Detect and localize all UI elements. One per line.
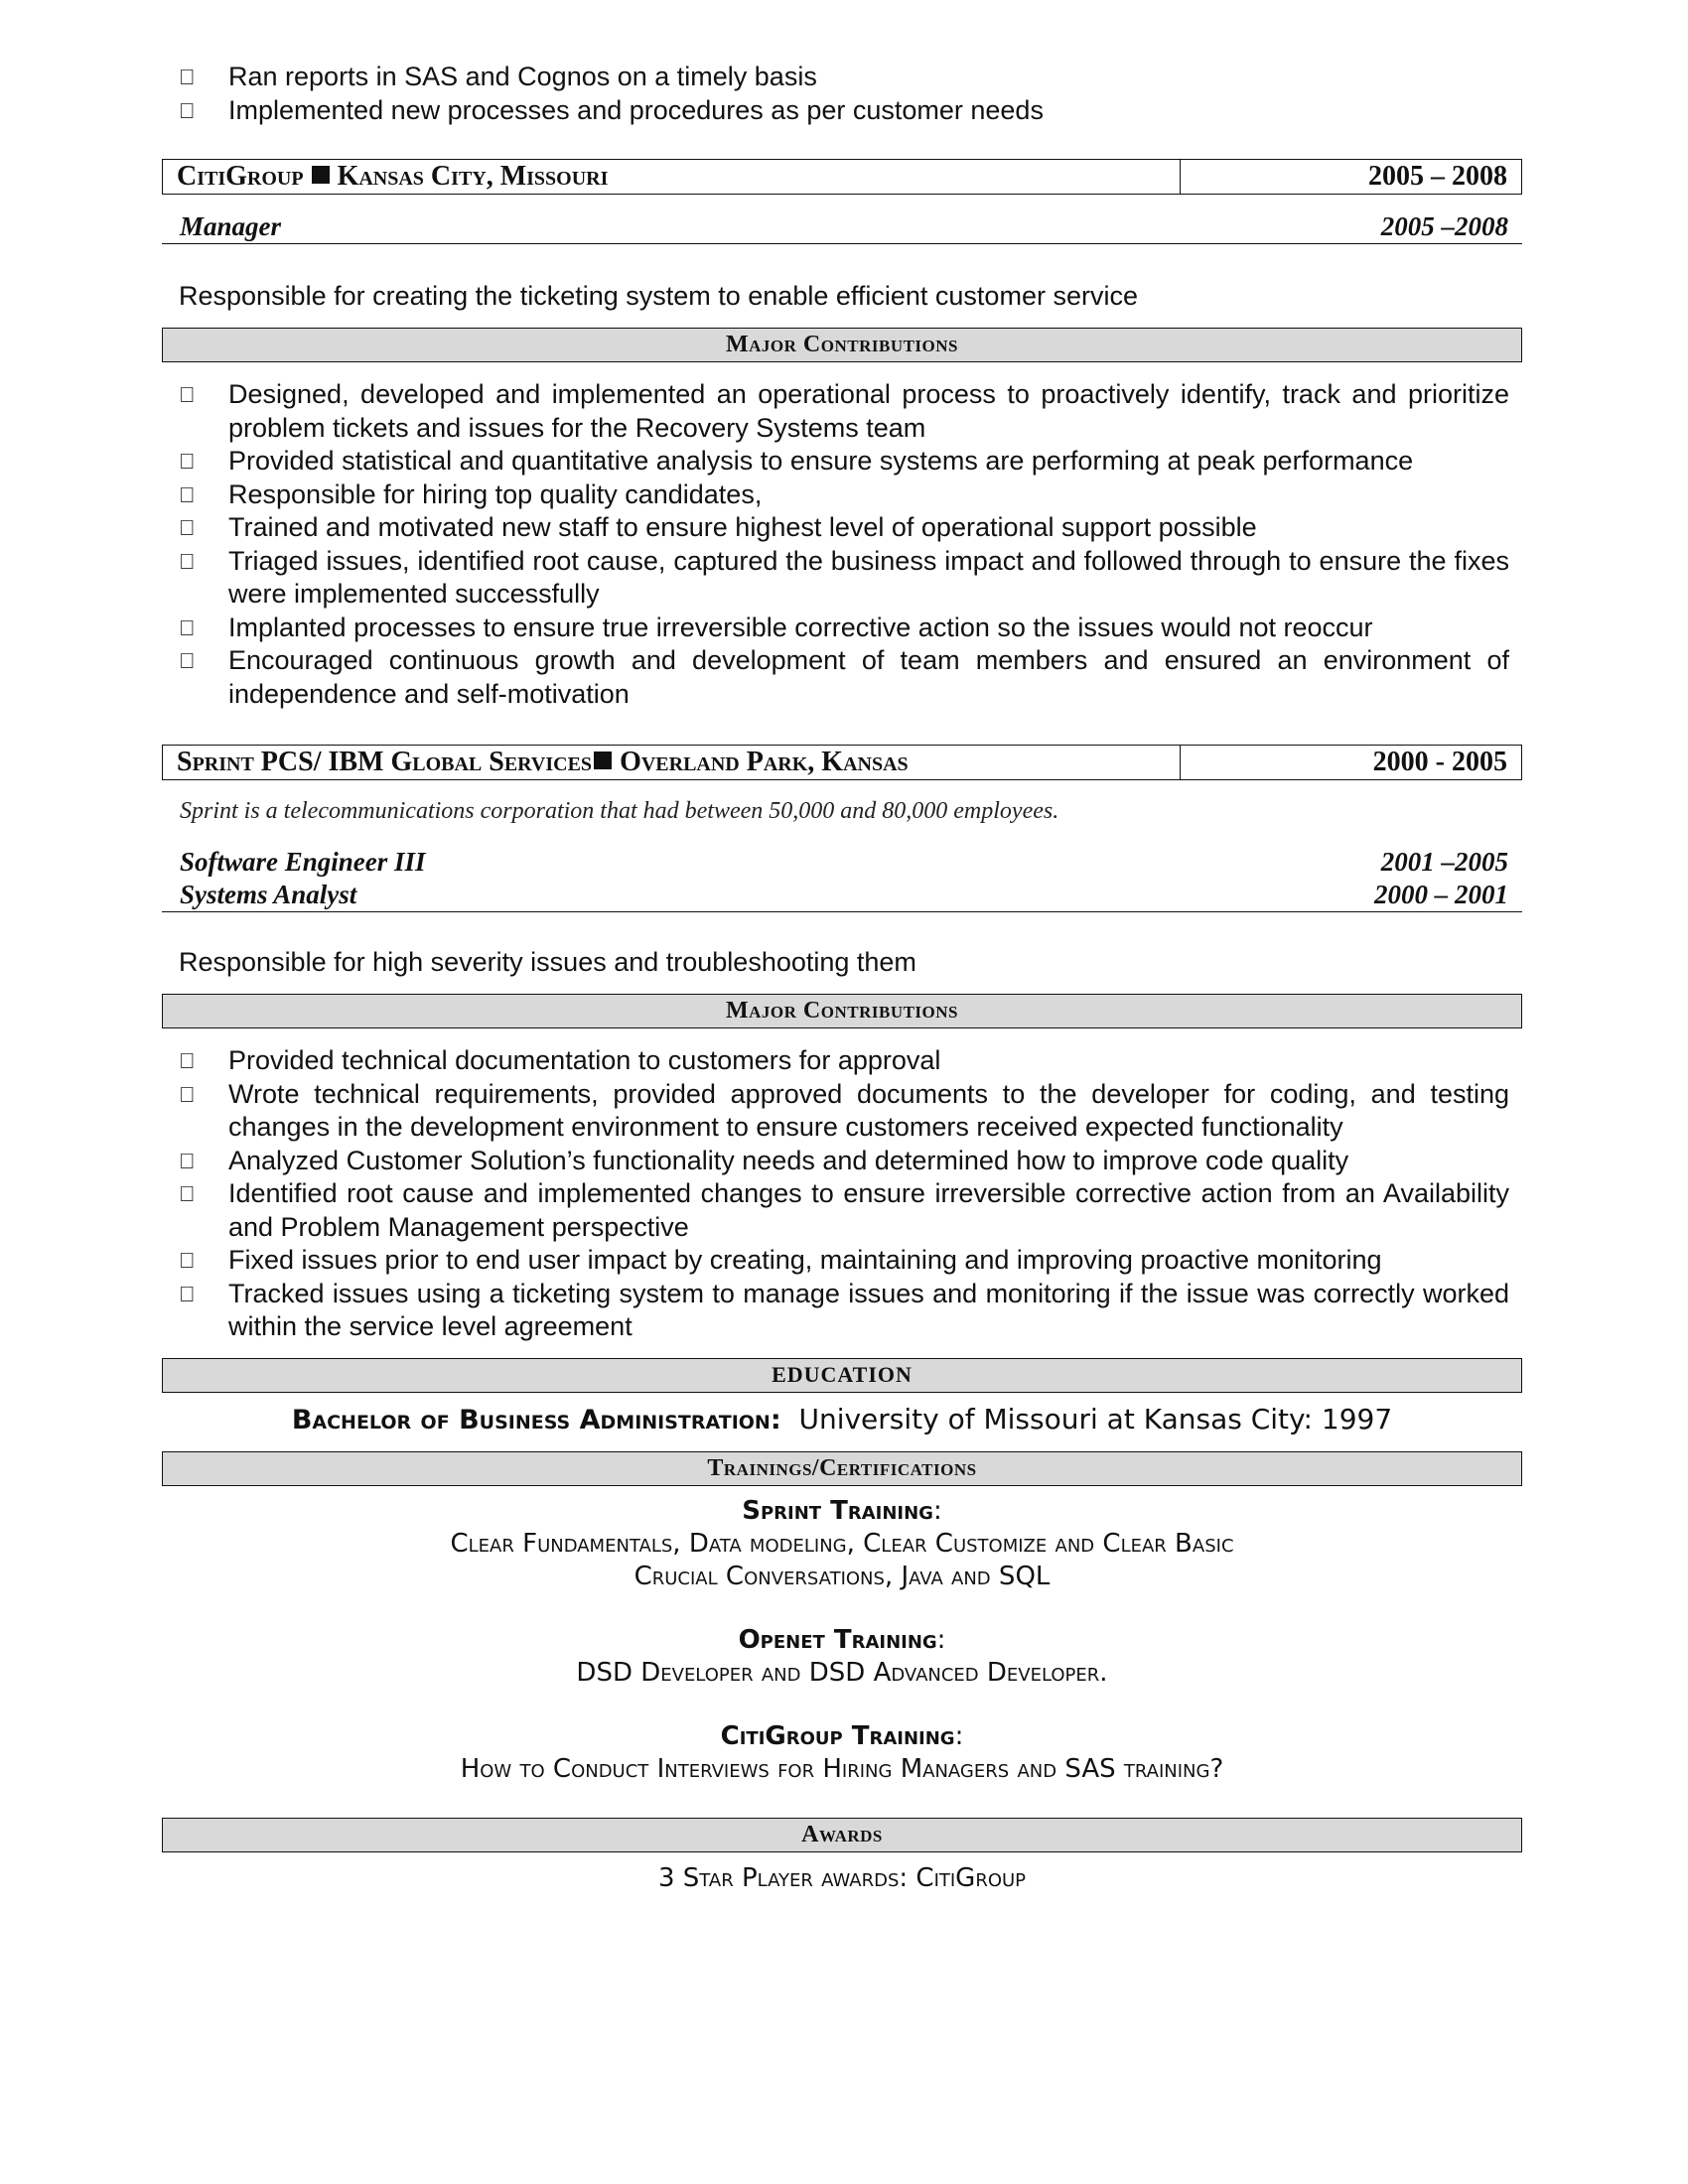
employment-dates: 2005 – 2008	[1180, 160, 1521, 194]
training-heading: Sprint Training	[742, 1496, 933, 1526]
role-row: Systems Analyst 2000 – 2001	[180, 880, 1508, 909]
section-header-education: EDUCATION	[162, 1358, 1522, 1393]
list-item: Provided statistical and quantitative analysis to ensure systems are performing at peak performance	[179, 445, 1509, 478]
bullet-icon	[179, 478, 196, 512]
top-bullet-list	[179, 61, 1509, 127]
citigroup-bullet-list	[179, 378, 1509, 711]
list-item: Trained and motivated new staff to ensure highest level of operational support possible	[179, 511, 1509, 545]
list-item: Ran reports in SAS and Cognos on a timely basis	[179, 61, 1509, 94]
bullet-icon	[179, 1177, 196, 1211]
list-item: Responsible for hiring top quality candidates,	[179, 478, 1509, 512]
list-item: Implanted processes to ensure true irreversible corrective action so the issues would not reoccur	[179, 612, 1509, 645]
training-line: How to Conduct Interviews for Hiring Managers and SAS training?	[460, 1754, 1224, 1784]
bullet-icon	[179, 1145, 196, 1178]
section-header-major-contributions: Major Contributions	[162, 994, 1522, 1028]
training-group: CitiGroup Training: How to Conduct Interviews for Hiring Managers and SAS training?	[162, 1720, 1522, 1786]
training-line: Clear Fundamentals, Data modeling, Clear Customize and Clear Basic	[450, 1529, 1234, 1559]
training-line: DSD Developer and DSD Advanced Developer.	[576, 1658, 1108, 1688]
degree: Bachelor of Business Administration:	[291, 1405, 781, 1435]
square-bullet-icon	[594, 751, 612, 769]
training-group: Sprint Training: Clear Fundamentals, Data modeling, Clear Customize and Clear Basic Crucial Conversations, Java and SQL	[162, 1495, 1522, 1593]
list-item: Analyzed Customer Solution’s functionality needs and determined how to improve code quality	[179, 1145, 1509, 1178]
bullet-icon	[179, 1278, 196, 1311]
list-item: Wrote technical requirements, provided approved documents to the developer for coding, and testing changes in the development environment to ensure customers received expected functionality	[179, 1078, 1509, 1145]
square-bullet-icon	[312, 166, 330, 184]
training-line: Crucial Conversations, Java and SQL	[633, 1562, 1051, 1591]
bullet-icon	[179, 1078, 196, 1112]
bullet-icon	[179, 511, 196, 545]
role-row: Software Engineer III 2001 –2005	[180, 847, 1508, 877]
role-row: Manager 2005 –2008	[180, 211, 1508, 241]
awards-line: 3 Star Player awards: CitiGroup	[657, 1863, 1027, 1893]
bullet-icon	[179, 612, 196, 645]
list-item: Identified root cause and implemented changes to ensure irreversible corrective action from an Availability and Problem Management perspective	[179, 1177, 1509, 1244]
training-heading: CitiGroup Training	[720, 1721, 955, 1751]
education-line	[162, 1402, 1522, 1438]
citigroup-roles	[162, 210, 1522, 244]
bullet-icon	[179, 94, 196, 128]
list-item: Fixed issues prior to end user impact by creating, maintaining and improving proactive monitoring	[179, 1244, 1509, 1278]
section-header-major-contributions: Major Contributions	[162, 328, 1522, 362]
employment-dates: 2000 - 2005	[1180, 746, 1521, 779]
bullet-icon	[179, 378, 196, 412]
training-group: Openet Training: DSD Developer and DSD Advanced Developer.	[162, 1624, 1522, 1690]
company-name: Sprint PCS/ IBM Global Services Overland Park, Kansas	[177, 747, 909, 777]
bullet-icon	[179, 1044, 196, 1078]
sprint-description: Sprint is a telecommunications corporation that had between 50,000 and 80,000 employees.	[180, 798, 1059, 824]
list-item: Encouraged continuous growth and development of team members and ensured an environment of independence and self-motivation	[179, 644, 1509, 711]
bullet-icon	[179, 644, 196, 678]
bullet-icon	[179, 61, 196, 94]
bullet-icon	[179, 445, 196, 478]
bullet-icon	[179, 545, 196, 579]
list-item: Implemented new processes and procedures as per customer needs	[179, 94, 1509, 128]
sprint-roles	[162, 846, 1522, 912]
training-heading: Openet Training	[738, 1625, 937, 1655]
citigroup-header	[162, 159, 1522, 195]
section-header-awards: Awards	[162, 1818, 1522, 1852]
bullet-icon	[179, 1244, 196, 1278]
school: University of Missouri at Kansas City: 1997	[798, 1403, 1393, 1435]
citigroup-summary: Responsible for creating the ticketing system to enable efficient customer service	[179, 281, 1138, 311]
list-item: Triaged issues, identified root cause, captured the business impact and followed through to ensure the fixes were implemented successfully	[179, 545, 1509, 612]
sprint-summary: Responsible for high severity issues and troubleshooting them	[179, 947, 916, 977]
section-header-trainings: Trainings/Certifications	[162, 1451, 1522, 1486]
list-item: Tracked issues using a ticketing system to manage issues and monitoring if the issue was correctly worked within the service level agreement	[179, 1278, 1509, 1344]
sprint-header	[162, 745, 1522, 780]
list-item: Designed, developed and implemented an operational process to proactively identify, track and prioritize problem tickets and issues for the Recovery Systems team	[179, 378, 1509, 445]
list-item: Provided technical documentation to customers for approval	[179, 1044, 1509, 1078]
sprint-bullet-list	[179, 1044, 1509, 1344]
company-name: CitiGroup Kansas City, Missouri	[177, 161, 609, 192]
